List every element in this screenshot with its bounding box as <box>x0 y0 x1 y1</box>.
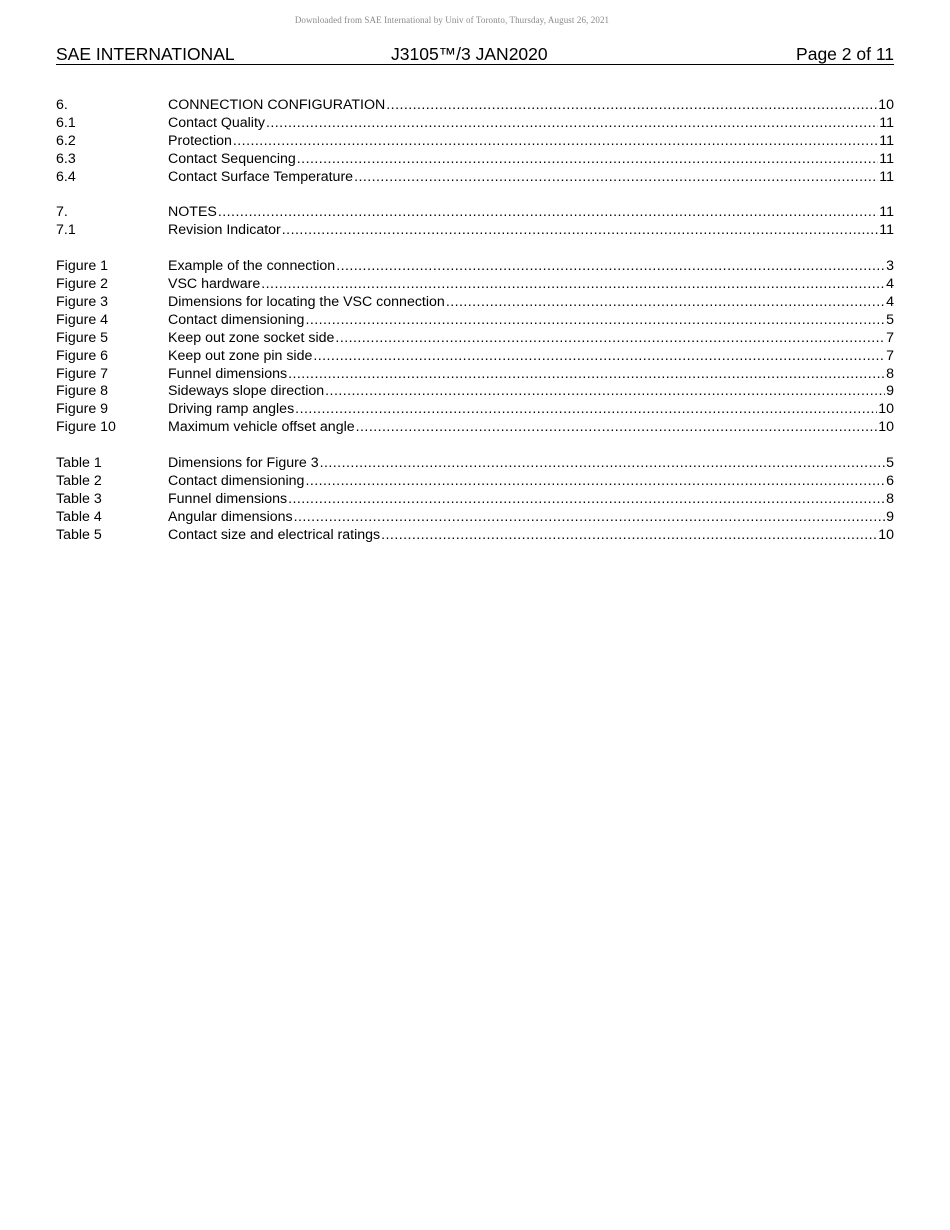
toc-entry-number: Table 4 <box>56 508 102 525</box>
toc-entry-number: Table 2 <box>56 473 102 490</box>
toc-entry-title: Contact Surface Temperature <box>168 168 354 185</box>
toc-entry-page: 11 <box>879 132 894 149</box>
toc-entry-number: Figure 7 <box>56 365 109 382</box>
toc-dot-leader <box>356 419 878 437</box>
toc-entry-number: 6.4 <box>56 168 76 185</box>
toc-entry-page: 8 <box>886 365 894 382</box>
toc-dot-leader <box>386 97 877 115</box>
toc-entry-title: VSC hardware <box>168 276 261 293</box>
toc-entry-title: Protection <box>168 132 232 149</box>
toc-entry-title: Keep out zone pin side <box>168 347 313 364</box>
toc-dot-leader <box>297 151 878 169</box>
toc-entry-title: Contact size and electrical ratings <box>168 526 381 543</box>
header-document-id: J3105™/3 JAN2020 <box>391 44 548 64</box>
toc-entry-number: 6.2 <box>56 132 76 149</box>
toc-dot-leader <box>282 222 878 240</box>
toc-entry-page: 6 <box>886 473 894 490</box>
toc-entry-page: 10 <box>878 419 894 436</box>
toc-dot-leader <box>266 115 878 133</box>
toc-entry-number: Figure 4 <box>56 311 109 328</box>
header-organization: SAE INTERNATIONAL <box>56 44 235 64</box>
toc-entry-number: Figure 6 <box>56 347 109 364</box>
toc-entry-page: 10 <box>878 401 894 418</box>
toc-entry[interactable] <box>56 133 894 151</box>
toc-entry-title: Dimensions for Figure 3 <box>168 455 319 472</box>
toc-dot-leader <box>295 401 877 419</box>
toc-dot-leader <box>233 133 878 151</box>
toc-entry[interactable] <box>56 527 894 545</box>
toc-entry-number: Figure 1 <box>56 258 109 275</box>
toc-entry[interactable] <box>56 509 894 527</box>
toc-entry-number: Figure 10 <box>56 419 116 436</box>
toc-entry-title: Contact Quality <box>168 114 265 131</box>
toc-entry-title: Contact Sequencing <box>168 150 296 167</box>
toc-entry-number: Figure 8 <box>56 383 109 400</box>
toc-entry-number: Figure 9 <box>56 401 109 418</box>
toc-entry-title: Angular dimensions <box>168 508 293 525</box>
toc-entry-number: 7.1 <box>56 222 76 239</box>
toc-entry-page: 5 <box>886 311 894 328</box>
toc-entry-title: NOTES <box>168 204 217 221</box>
toc-group-sections <box>56 97 894 186</box>
toc-entry-page: 9 <box>886 383 894 400</box>
toc-entry[interactable] <box>56 258 894 276</box>
toc-entry-title: Contact dimensioning <box>168 473 305 490</box>
toc-entry-title: Keep out zone socket side <box>168 329 335 346</box>
toc-group-notes <box>56 204 894 240</box>
toc-entry-number: Figure 3 <box>56 294 109 311</box>
toc-entry-page: 11 <box>879 114 894 131</box>
toc-dot-leader <box>288 366 885 384</box>
toc-entry-page: 7 <box>886 347 894 364</box>
toc-entry[interactable] <box>56 473 894 491</box>
toc-dot-leader <box>336 258 885 276</box>
table-of-contents <box>56 97 894 563</box>
toc-entry[interactable] <box>56 419 894 437</box>
toc-entry-title: Sideways slope direction <box>168 383 325 400</box>
toc-entry-page: 10 <box>878 97 894 113</box>
toc-entry-number: Table 1 <box>56 455 102 472</box>
toc-entry[interactable] <box>56 491 894 509</box>
toc-dot-leader <box>325 383 885 401</box>
toc-entry-page: 10 <box>878 526 894 543</box>
toc-entry-page: 5 <box>886 455 894 472</box>
toc-entry-page: 11 <box>879 150 894 167</box>
toc-entry-title: Example of the connection <box>168 258 336 275</box>
toc-dot-leader <box>313 348 885 366</box>
toc-dot-leader <box>261 276 885 294</box>
toc-entry-number: Table 3 <box>56 490 102 507</box>
toc-entry[interactable] <box>56 204 894 222</box>
toc-entry-number: 6. <box>56 97 68 113</box>
toc-entry-title: Revision Indicator <box>168 222 281 239</box>
toc-entry-number: Table 5 <box>56 526 102 543</box>
toc-entry-title: Maximum vehicle offset angle <box>168 419 355 436</box>
toc-dot-leader <box>218 204 878 222</box>
toc-entry[interactable] <box>56 401 894 419</box>
toc-entry-title: Funnel dimensions <box>168 490 288 507</box>
page-header <box>56 44 894 65</box>
toc-entry[interactable] <box>56 455 894 473</box>
toc-entry-page: 9 <box>886 508 894 525</box>
toc-dot-leader <box>335 330 885 348</box>
toc-dot-leader <box>354 169 878 187</box>
toc-entry-page: 8 <box>886 490 894 507</box>
toc-entry[interactable] <box>56 276 894 294</box>
toc-entry-page: 11 <box>879 222 894 239</box>
toc-dot-leader <box>305 473 885 491</box>
toc-dot-leader <box>320 455 886 473</box>
toc-entry[interactable] <box>56 330 894 348</box>
toc-group-tables <box>56 455 894 544</box>
toc-entry[interactable] <box>56 97 894 115</box>
toc-entry-page: 7 <box>886 329 894 346</box>
toc-entry[interactable] <box>56 383 894 401</box>
toc-entry[interactable] <box>56 294 894 312</box>
toc-entry-page: 4 <box>886 294 894 311</box>
toc-entry[interactable] <box>56 151 894 169</box>
toc-entry[interactable] <box>56 348 894 366</box>
toc-entry-title: Driving ramp angles <box>168 401 295 418</box>
toc-entry-title: Funnel dimensions <box>168 365 288 382</box>
toc-entry[interactable] <box>56 366 894 384</box>
toc-entry-title: CONNECTION CONFIGURATION <box>168 97 386 113</box>
toc-entry-title: Dimensions for locating the VSC connection <box>168 294 445 311</box>
toc-entry[interactable] <box>56 169 894 187</box>
toc-dot-leader <box>294 509 886 527</box>
header-page-number: Page 2 of 11 <box>796 44 894 64</box>
toc-dot-leader <box>288 491 885 509</box>
toc-dot-leader <box>305 312 885 330</box>
toc-entry[interactable] <box>56 312 894 330</box>
toc-entry-page: 11 <box>879 168 894 185</box>
toc-entry-page: 4 <box>886 276 894 293</box>
toc-dot-leader <box>446 294 885 312</box>
download-watermark: Downloaded from SAE International by Univ of Toronto, Thursday, August 26, 2021 <box>294 15 610 25</box>
toc-entry[interactable] <box>56 222 894 240</box>
toc-entry-number: Figure 5 <box>56 329 109 346</box>
toc-entry-page: 11 <box>879 204 894 221</box>
toc-entry-number: Figure 2 <box>56 276 109 293</box>
toc-entry-page: 3 <box>886 258 894 275</box>
toc-entry-number: 6.3 <box>56 150 76 167</box>
toc-entry[interactable] <box>56 115 894 133</box>
toc-dot-leader <box>381 527 877 545</box>
toc-entry-number: 7. <box>56 204 68 221</box>
toc-group-figures <box>56 258 894 437</box>
toc-entry-number: 6.1 <box>56 114 76 131</box>
toc-entry-title: Contact dimensioning <box>168 311 305 328</box>
